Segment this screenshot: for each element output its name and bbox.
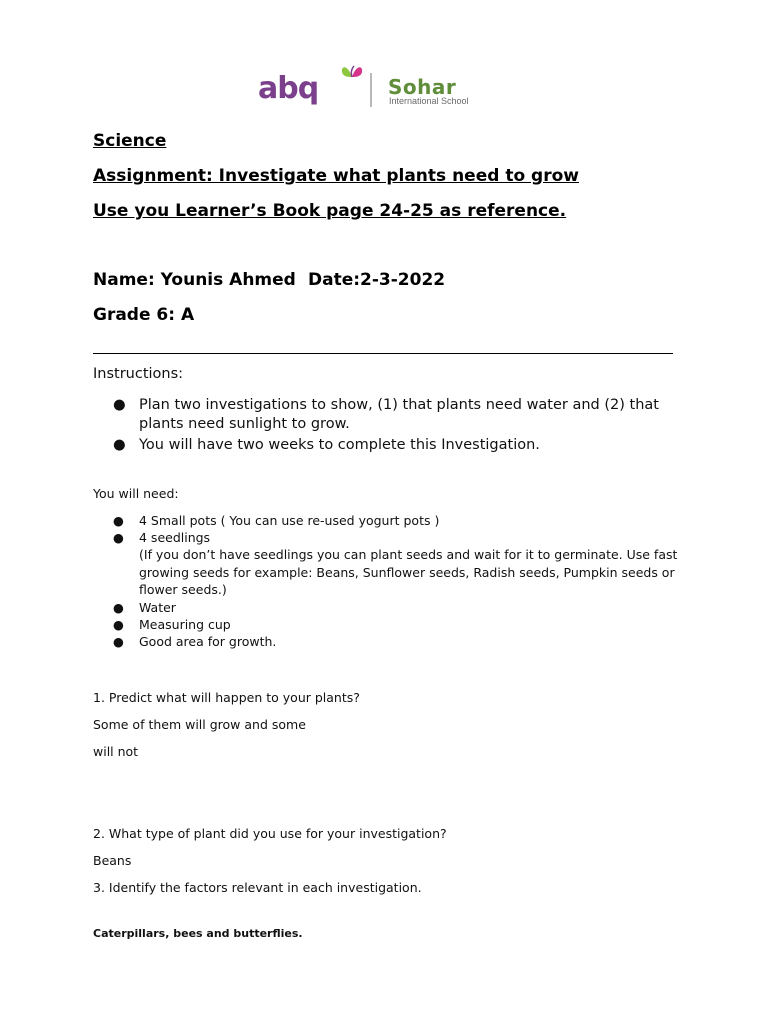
needs-item: (If you don’t have seedlings you can plant seeds and wait for it to germinate. Use fast [139, 547, 678, 562]
needs-item: growing seeds for example: Beans, Sunflower seeds, Radish seeds, Pumpkin seeds or [139, 565, 675, 580]
reference-heading: Use you Learner’s Book page 24-25 as reference. [93, 201, 567, 221]
needs-item: Measuring cup [139, 617, 231, 632]
needs-heading: You will need: [93, 486, 179, 501]
question-1: 1. Predict what will happen to your plants? [93, 690, 360, 705]
student-grade: Grade 6: A [93, 305, 195, 325]
bullet-icon: ● [113, 617, 124, 632]
needs-item: 4 seedlings [139, 530, 211, 545]
sohar-wordmark: Sohar [388, 75, 457, 99]
bullet-icon: ● [113, 530, 124, 545]
abq-wordmark: abq [258, 71, 319, 106]
instruction-item: You will have two weeks to complete this Investigation. [139, 437, 540, 453]
section-divider [93, 353, 673, 354]
instruction-item: Plan two investigations to show, (1) that plants need water and (2) that [139, 397, 659, 413]
assignment-heading: Assignment: Investigate what plants need to grow [93, 166, 579, 186]
answer-3: Caterpillars, bees and butterflies. [93, 927, 303, 940]
needs-item: 4 Small pots ( You can use re-used yogurt pots ) [139, 513, 440, 528]
instructions-heading: Instructions: [93, 366, 184, 382]
bullet-icon: ● [113, 397, 126, 413]
bullet-icon: ● [113, 600, 124, 615]
assignment-date: Date:2-3-2022 [308, 270, 446, 290]
bullet-icon: ● [113, 634, 124, 649]
question-3: 3. Identify the factors relevant in each investigation. [93, 880, 422, 895]
question-2: 2. What type of plant did you use for your investigation? [93, 826, 447, 841]
logo-divider [370, 73, 372, 107]
butterfly-icon [339, 63, 365, 81]
instruction-item: plants need sunlight to grow. [139, 416, 350, 432]
needs-item: flower seeds.) [139, 582, 227, 597]
needs-item: Water [139, 600, 176, 615]
school-subtitle: International School [389, 96, 469, 106]
answer-1-line-1: Some of them will grow and some [93, 717, 306, 732]
answer-2: Beans [93, 853, 132, 868]
needs-item: Good area for growth. [139, 634, 277, 649]
subject-heading: Science [93, 131, 167, 151]
answer-1-line-2: will not [93, 744, 139, 759]
school-logo [218, 55, 550, 121]
bullet-icon: ● [113, 513, 124, 528]
bullet-icon: ● [113, 437, 126, 453]
student-name: Name: Younis Ahmed [93, 270, 296, 290]
